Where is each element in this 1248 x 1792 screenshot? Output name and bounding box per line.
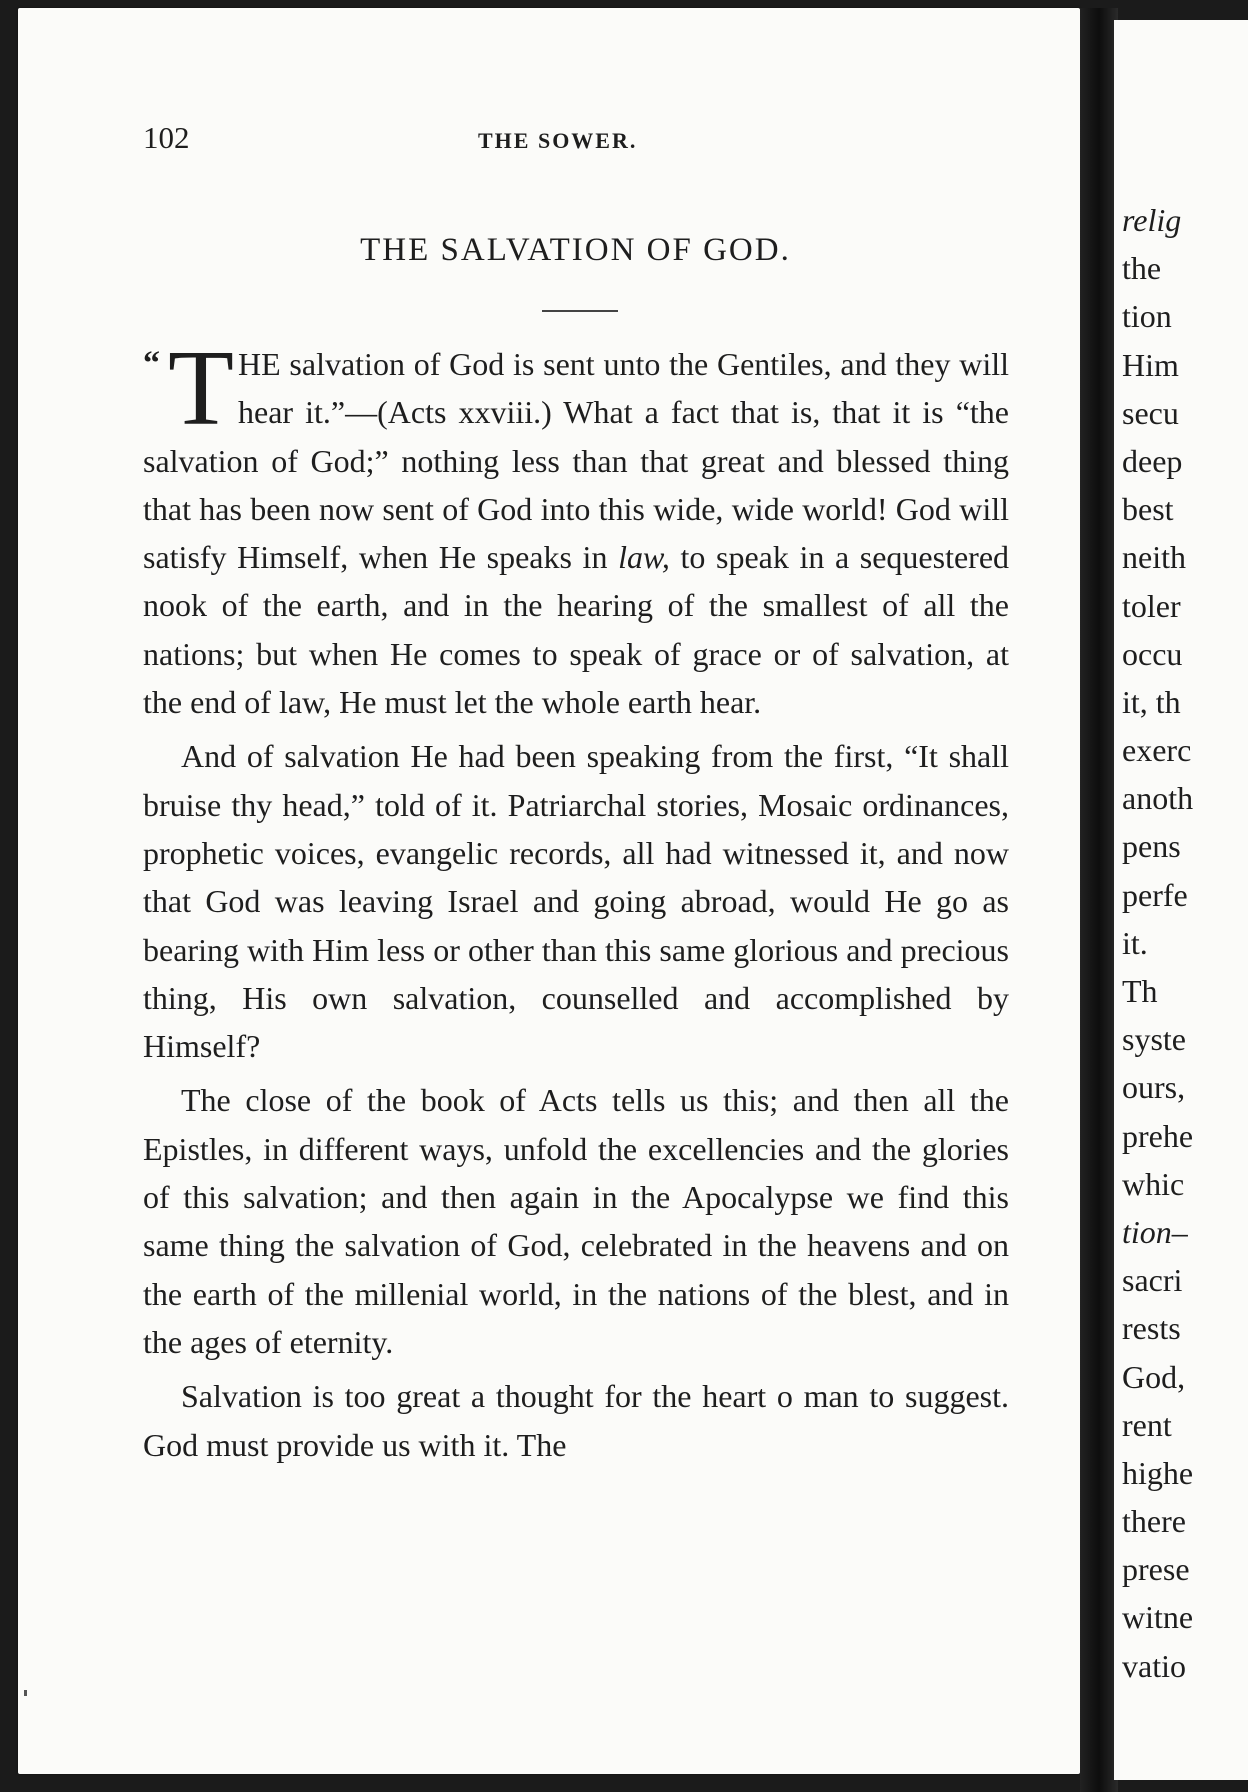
article-title: THE SALVATION OF GOD. <box>360 232 791 268</box>
right-page-line: exerc <box>1122 732 1192 769</box>
right-page-line: there <box>1122 1503 1186 1540</box>
right-page-line: God, <box>1122 1358 1186 1395</box>
right-page-text-fragments <box>1114 196 1193 1690</box>
title-divider <box>542 310 618 312</box>
right-page-line: deep <box>1122 442 1183 479</box>
right-page-line: secu <box>1122 394 1179 431</box>
right-page-line: Th <box>1122 973 1158 1009</box>
paragraph-3: The close of the book of Acts tells us this; and then all the Epistles, in different ways, unfold the excellencies and the glories of this salvation; and then again in the Apocalypse we find this same thing the salvation of God, celebrated in the heavens and on the earth of the millenial world, in the nations of the blest, and in the ages of eternity. <box>143 1082 1009 1360</box>
right-page-line: anoth <box>1122 780 1194 817</box>
right-page-line: it, th <box>1122 683 1181 720</box>
opening-quote-mark: “ <box>143 345 160 382</box>
right-page-line: witne <box>1122 1599 1194 1636</box>
right-page-line: neith <box>1122 539 1186 576</box>
right-page <box>1114 20 1248 1780</box>
article-body <box>143 329 1010 1475</box>
page-speck <box>24 1690 27 1696</box>
right-page-line: relig <box>1122 202 1182 238</box>
right-page-line: pens <box>1122 828 1181 865</box>
right-page-line: tion <box>1122 298 1172 335</box>
right-page-line: rests <box>1122 1310 1181 1347</box>
right-page-line: sacri <box>1122 1262 1183 1299</box>
italic-word-law: law, <box>618 539 670 576</box>
right-page-line: best <box>1122 491 1174 528</box>
book-gutter <box>1080 8 1118 1792</box>
right-page-line: perfe <box>1122 876 1188 913</box>
paragraph-4: Salvation is too great a thought for the heart o man to suggest. God must provide us with it. The <box>143 1378 1009 1463</box>
running-head <box>128 120 1008 160</box>
right-page-line: the <box>1122 250 1162 287</box>
drop-cap: T <box>168 329 234 448</box>
right-page-line: occu <box>1122 635 1183 672</box>
right-page-line: it. <box>1122 924 1148 961</box>
paragraph-1-text-end: to speak in a sequestered nook of the earth, and in the hearing of the smallest of all the nations; but when He comes to speak of grace or of salvation, at the end of law, He must let the whole earth hear. <box>143 539 1010 721</box>
paragraph-1 <box>143 329 1010 726</box>
right-page-line: Him <box>1122 346 1179 383</box>
right-page-line: highe <box>1122 1454 1194 1491</box>
right-page-line: ours, <box>1122 1069 1186 1106</box>
right-page-line: prese <box>1122 1551 1190 1588</box>
right-page-line: tion– <box>1122 1213 1188 1250</box>
right-page-line: syste <box>1122 1021 1186 1058</box>
right-page-line: vatio <box>1122 1647 1186 1684</box>
paragraph-1-text-start: HE salvation of God is sent unto the Gentiles, and they will hear it.”—(Acts xxviii.) What a fact that is, that it is “the salvation of God;” nothing less than that great and blessed thing that has been now sent of God into this wide, wide world! God will satisfy Himself, when He speaks in <box>143 346 1009 576</box>
right-page-line: prehe <box>1122 1117 1194 1154</box>
running-title: THE SOWER. <box>478 128 638 153</box>
paragraph-2: And of salvation He had been speaking from the first, “It shall bruise thy head,” told of it. Patriarchal stories, Mosaic ordinances, prophetic voices, evangelic records, all had witnessed it, and now that God was leaving Israel and going abroad, would He go as bearing with Him less or other than this same glorious and precious thing, His own salvation, counselled and accomplished by Himself? <box>143 738 1009 1065</box>
right-page-line: rent <box>1122 1406 1172 1443</box>
right-page-line: toler <box>1122 587 1181 624</box>
right-page-line: whic <box>1122 1165 1185 1202</box>
page-number: 102 <box>143 120 190 155</box>
